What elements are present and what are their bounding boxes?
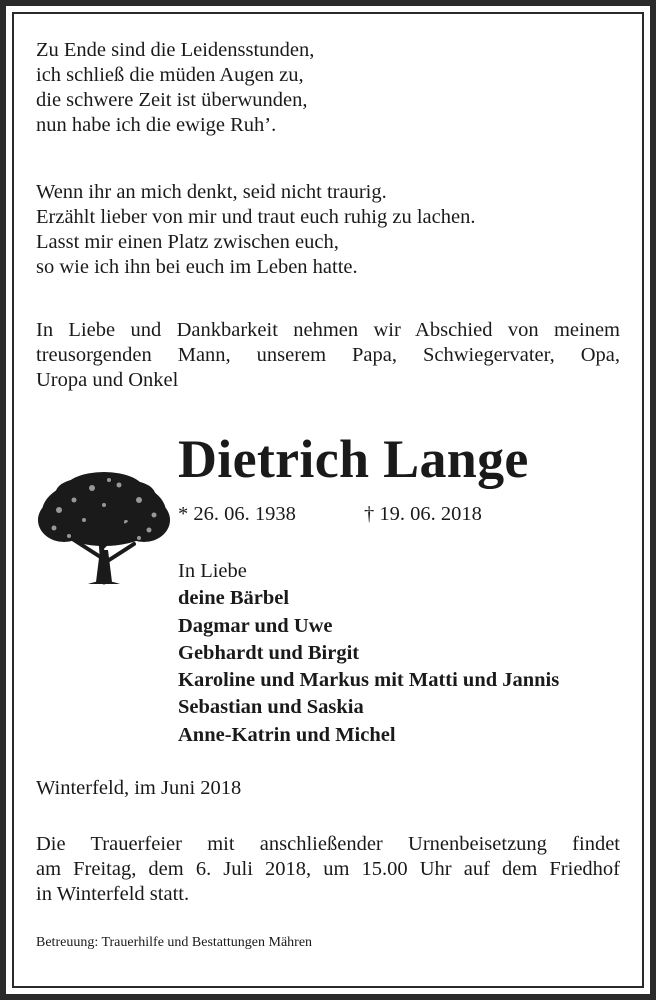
- poem-line: ich schließ die müden Augen zu,: [36, 64, 304, 86]
- mourner-name: Karoline und Markus mit Matti und Jannis: [178, 669, 560, 692]
- mourners-list: [178, 558, 559, 749]
- place-date: Winterfeld, im Juni 2018: [36, 777, 242, 799]
- intro-line: Uropa und Onkel: [36, 369, 179, 391]
- poem-stanza-1: [36, 38, 314, 138]
- mourner-name: deine Bärbel: [178, 587, 290, 610]
- mourner-name: Gebhardt und Birgit: [178, 641, 360, 664]
- funeral-line: Die Trauerfeier mit anschließender Urnenbeisetzung findet: [36, 833, 620, 855]
- mourners-lead: In Liebe: [178, 560, 247, 582]
- poem-line: so wie ich ihn bei euch im Leben hatte.: [36, 256, 358, 278]
- farewell-intro: [36, 318, 620, 393]
- mourner-name: Dagmar und Uwe: [178, 614, 333, 637]
- poem-line: Zu Ende sind die Leidensstunden,: [36, 39, 315, 61]
- death-date: † 19. 06. 2018: [364, 503, 482, 525]
- poem-line: nun habe ich die ewige Ruh’.: [36, 114, 277, 136]
- poem-stanza-2: [36, 180, 475, 280]
- poem-line: Lasst mir einen Platz zwischen euch,: [36, 231, 339, 253]
- life-dates: [178, 502, 482, 527]
- undertaker-credit: Betreuung: Trauerhilfe und Bestattungen Mähren: [36, 935, 313, 950]
- intro-line: treusorgenden Mann, unserem Papa, Schwiegervater, Opa,: [36, 344, 620, 366]
- mourner-name: Anne-Katrin und Michel: [178, 723, 396, 746]
- intro-line: In Liebe und Dankbarkeit nehmen wir Abschied von meinem: [36, 319, 620, 341]
- birth-date: * 26. 06. 1938: [178, 503, 296, 525]
- funeral-line: am Freitag, dem 6. Juli 2018, um 15.00 Uhr auf dem Friedhof: [36, 858, 620, 880]
- poem-line: Erzählt lieber von mir und traut euch ruhig zu lachen.: [36, 206, 476, 228]
- deceased-name: Dietrich Lange: [178, 429, 529, 489]
- tree-icon: [34, 470, 174, 590]
- poem-line: Wenn ihr an mich denkt, seid nicht traurig.: [36, 181, 387, 203]
- funeral-notice: [36, 832, 620, 907]
- funeral-line: in Winterfeld statt.: [36, 883, 190, 905]
- poem-line: die schwere Zeit ist überwunden,: [36, 89, 308, 111]
- mourner-name: Sebastian und Saskia: [178, 696, 364, 719]
